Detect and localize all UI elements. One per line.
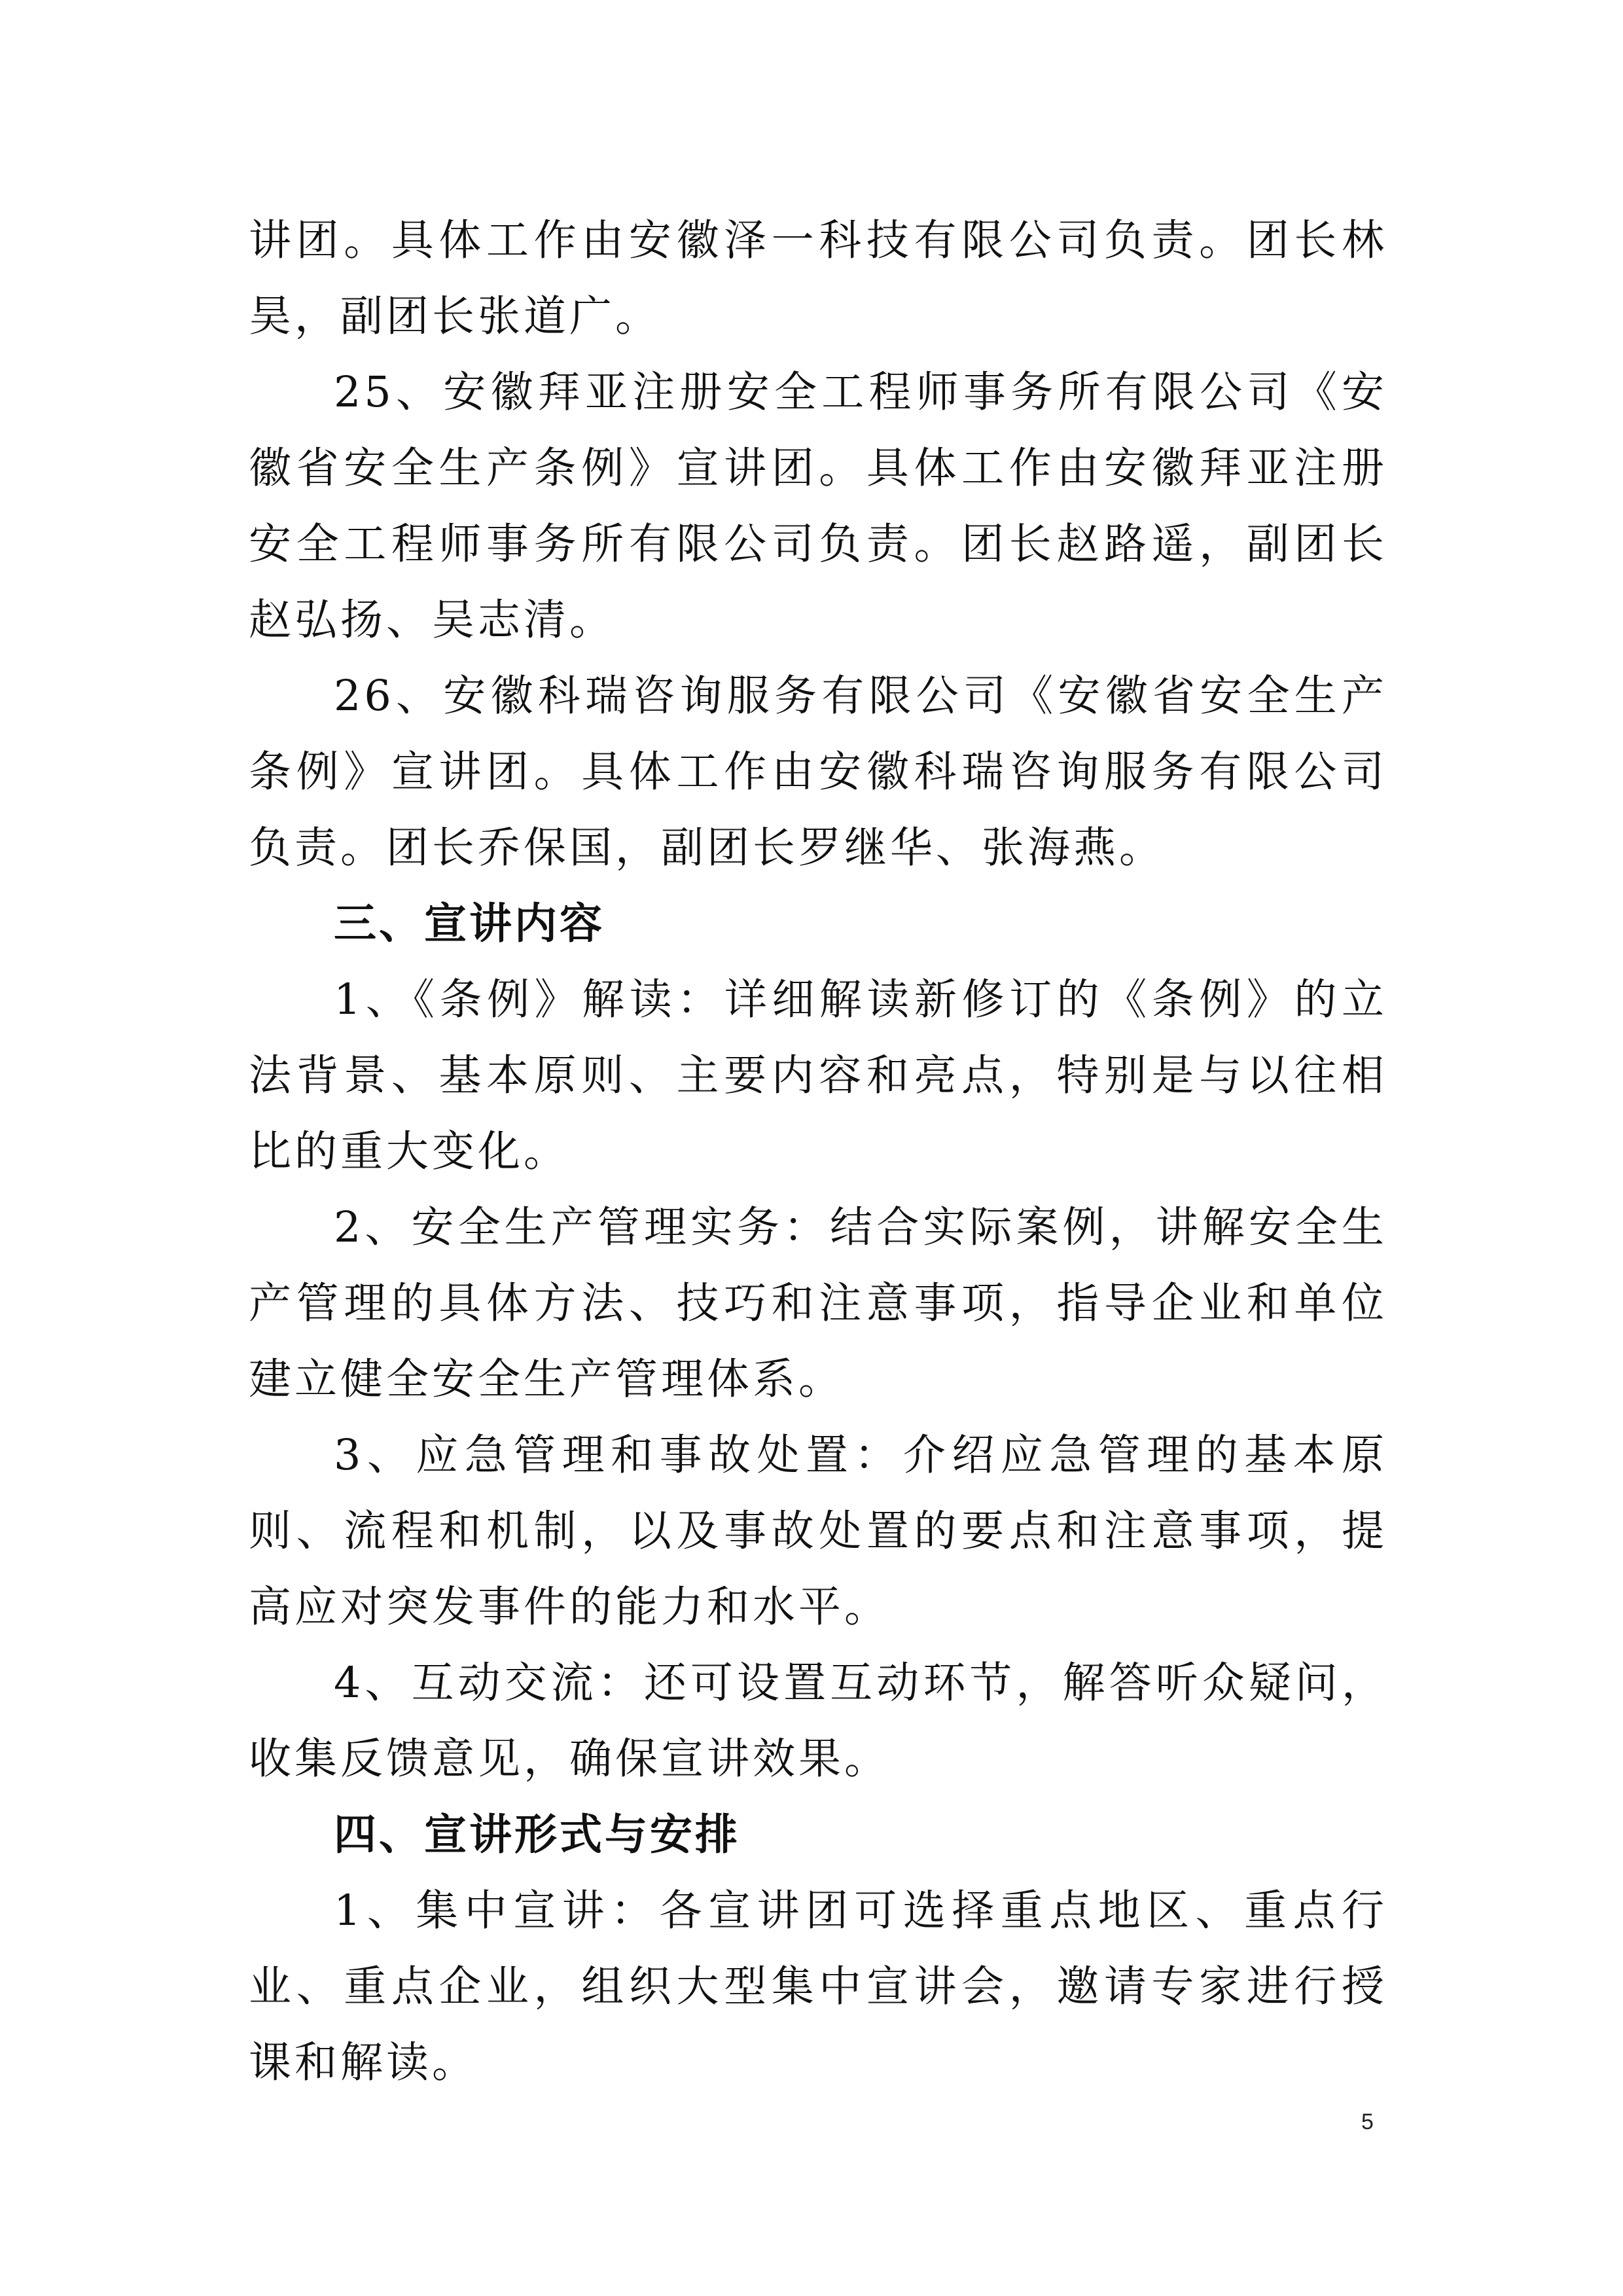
paragraph-continuation-24: 讲团。具体工作由安徽泽一科技有限公司负责。团长林昊，副团长张道广。 — [249, 216, 1387, 341]
document-body — [249, 203, 1387, 2101]
section-heading-3: 三、宣讲内容 — [334, 899, 605, 948]
page-number: 5 — [1361, 2109, 1374, 2134]
paragraph-content-4: 4、互动交流：还可设置互动环节，解答听众疑问，收集反馈意见，确保宣讲效果。 — [249, 1659, 1387, 1784]
paragraph-item-25: 25、安徽拜亚注册安全工程师事务所有限公司《安徽省安全生产条例》宣讲团。具体工作由安徽拜亚注册安全工程师事务所有限公司负责。团长赵路遥，副团长赵弘扬、吴志清。 — [249, 368, 1387, 645]
paragraph-content-3: 3、应急管理和事故处置：介绍应急管理的基本原则、流程和机制，以及事故处置的要点和注意事项，提高应对突发事件的能力和水平。 — [249, 1431, 1387, 1632]
paragraph-item-26: 26、安徽科瑞咨询服务有限公司《安徽省安全生产条例》宣讲团。具体工作由安徽科瑞咨询服务有限公司负责。团长乔保国，副团长罗继华、张海燕。 — [249, 672, 1387, 872]
section-heading-4: 四、宣讲形式与安排 — [334, 1810, 741, 1859]
paragraph-content-2: 2、安全生产管理实务：结合实际案例，讲解安全生产管理的具体方法、技巧和注意事项，指导企业和单位建立健全安全生产管理体系。 — [249, 1203, 1387, 1404]
paragraph-form-1: 1、集中宣讲：各宣讲团可选择重点地区、重点行业、重点企业，组织大型集中宣讲会，邀请专家进行授课和解读。 — [249, 1886, 1387, 2087]
paragraph-content-1: 1、《条例》解读：详细解读新修订的《条例》的立法背景、基本原则、主要内容和亮点，特别是与以往相比的重大变化。 — [249, 975, 1387, 1176]
